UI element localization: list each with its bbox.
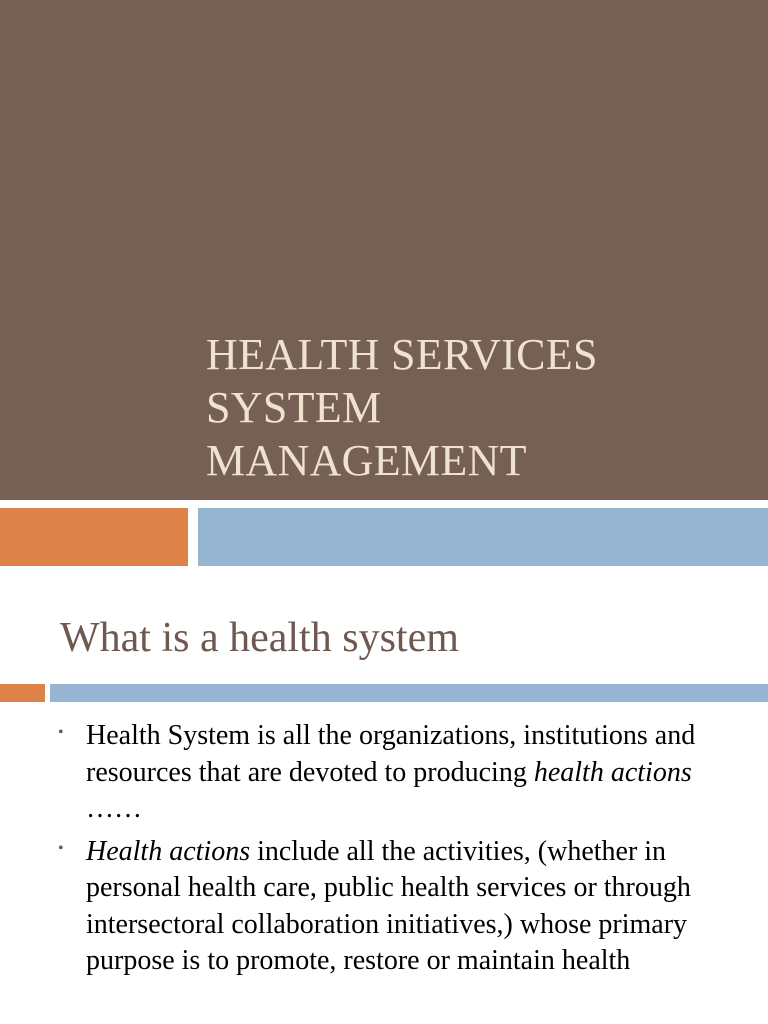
- bullet-item-health-actions: [58, 834, 738, 980]
- bullet-item-health-system: [58, 718, 738, 828]
- title-line-2: SYSTEM: [206, 383, 382, 432]
- bullet-text-tail: ……: [86, 793, 142, 824]
- heading-accent-blue: [50, 684, 768, 702]
- bullet-emphasis: health actions: [533, 756, 692, 788]
- bullet-text: Health System is all the organizations, institutions and resources that are devoted to producing: [86, 720, 696, 788]
- heading-accent-orange: [0, 684, 45, 702]
- accent-bar-blue: [198, 508, 768, 566]
- bullet-text: include all the activities, (whether in personal health care, public health services or through intersectoral collaboration initiatives,) whose primary purpose is to promote, restore or maintain health: [86, 835, 691, 976]
- title-line-1: HEALTH SERVICES: [206, 330, 598, 379]
- bullet-icon: •: [58, 839, 64, 857]
- content-slide: [0, 568, 768, 1024]
- bullet-list: [58, 718, 738, 986]
- bullet-icon: •: [58, 724, 64, 741]
- presentation-title: [206, 328, 746, 487]
- title-line-3: MANAGEMENT: [206, 436, 527, 485]
- bullet-emphasis: Health actions: [86, 835, 251, 867]
- slide-heading: What is a health system: [60, 615, 459, 661]
- accent-bar-orange: [0, 508, 188, 566]
